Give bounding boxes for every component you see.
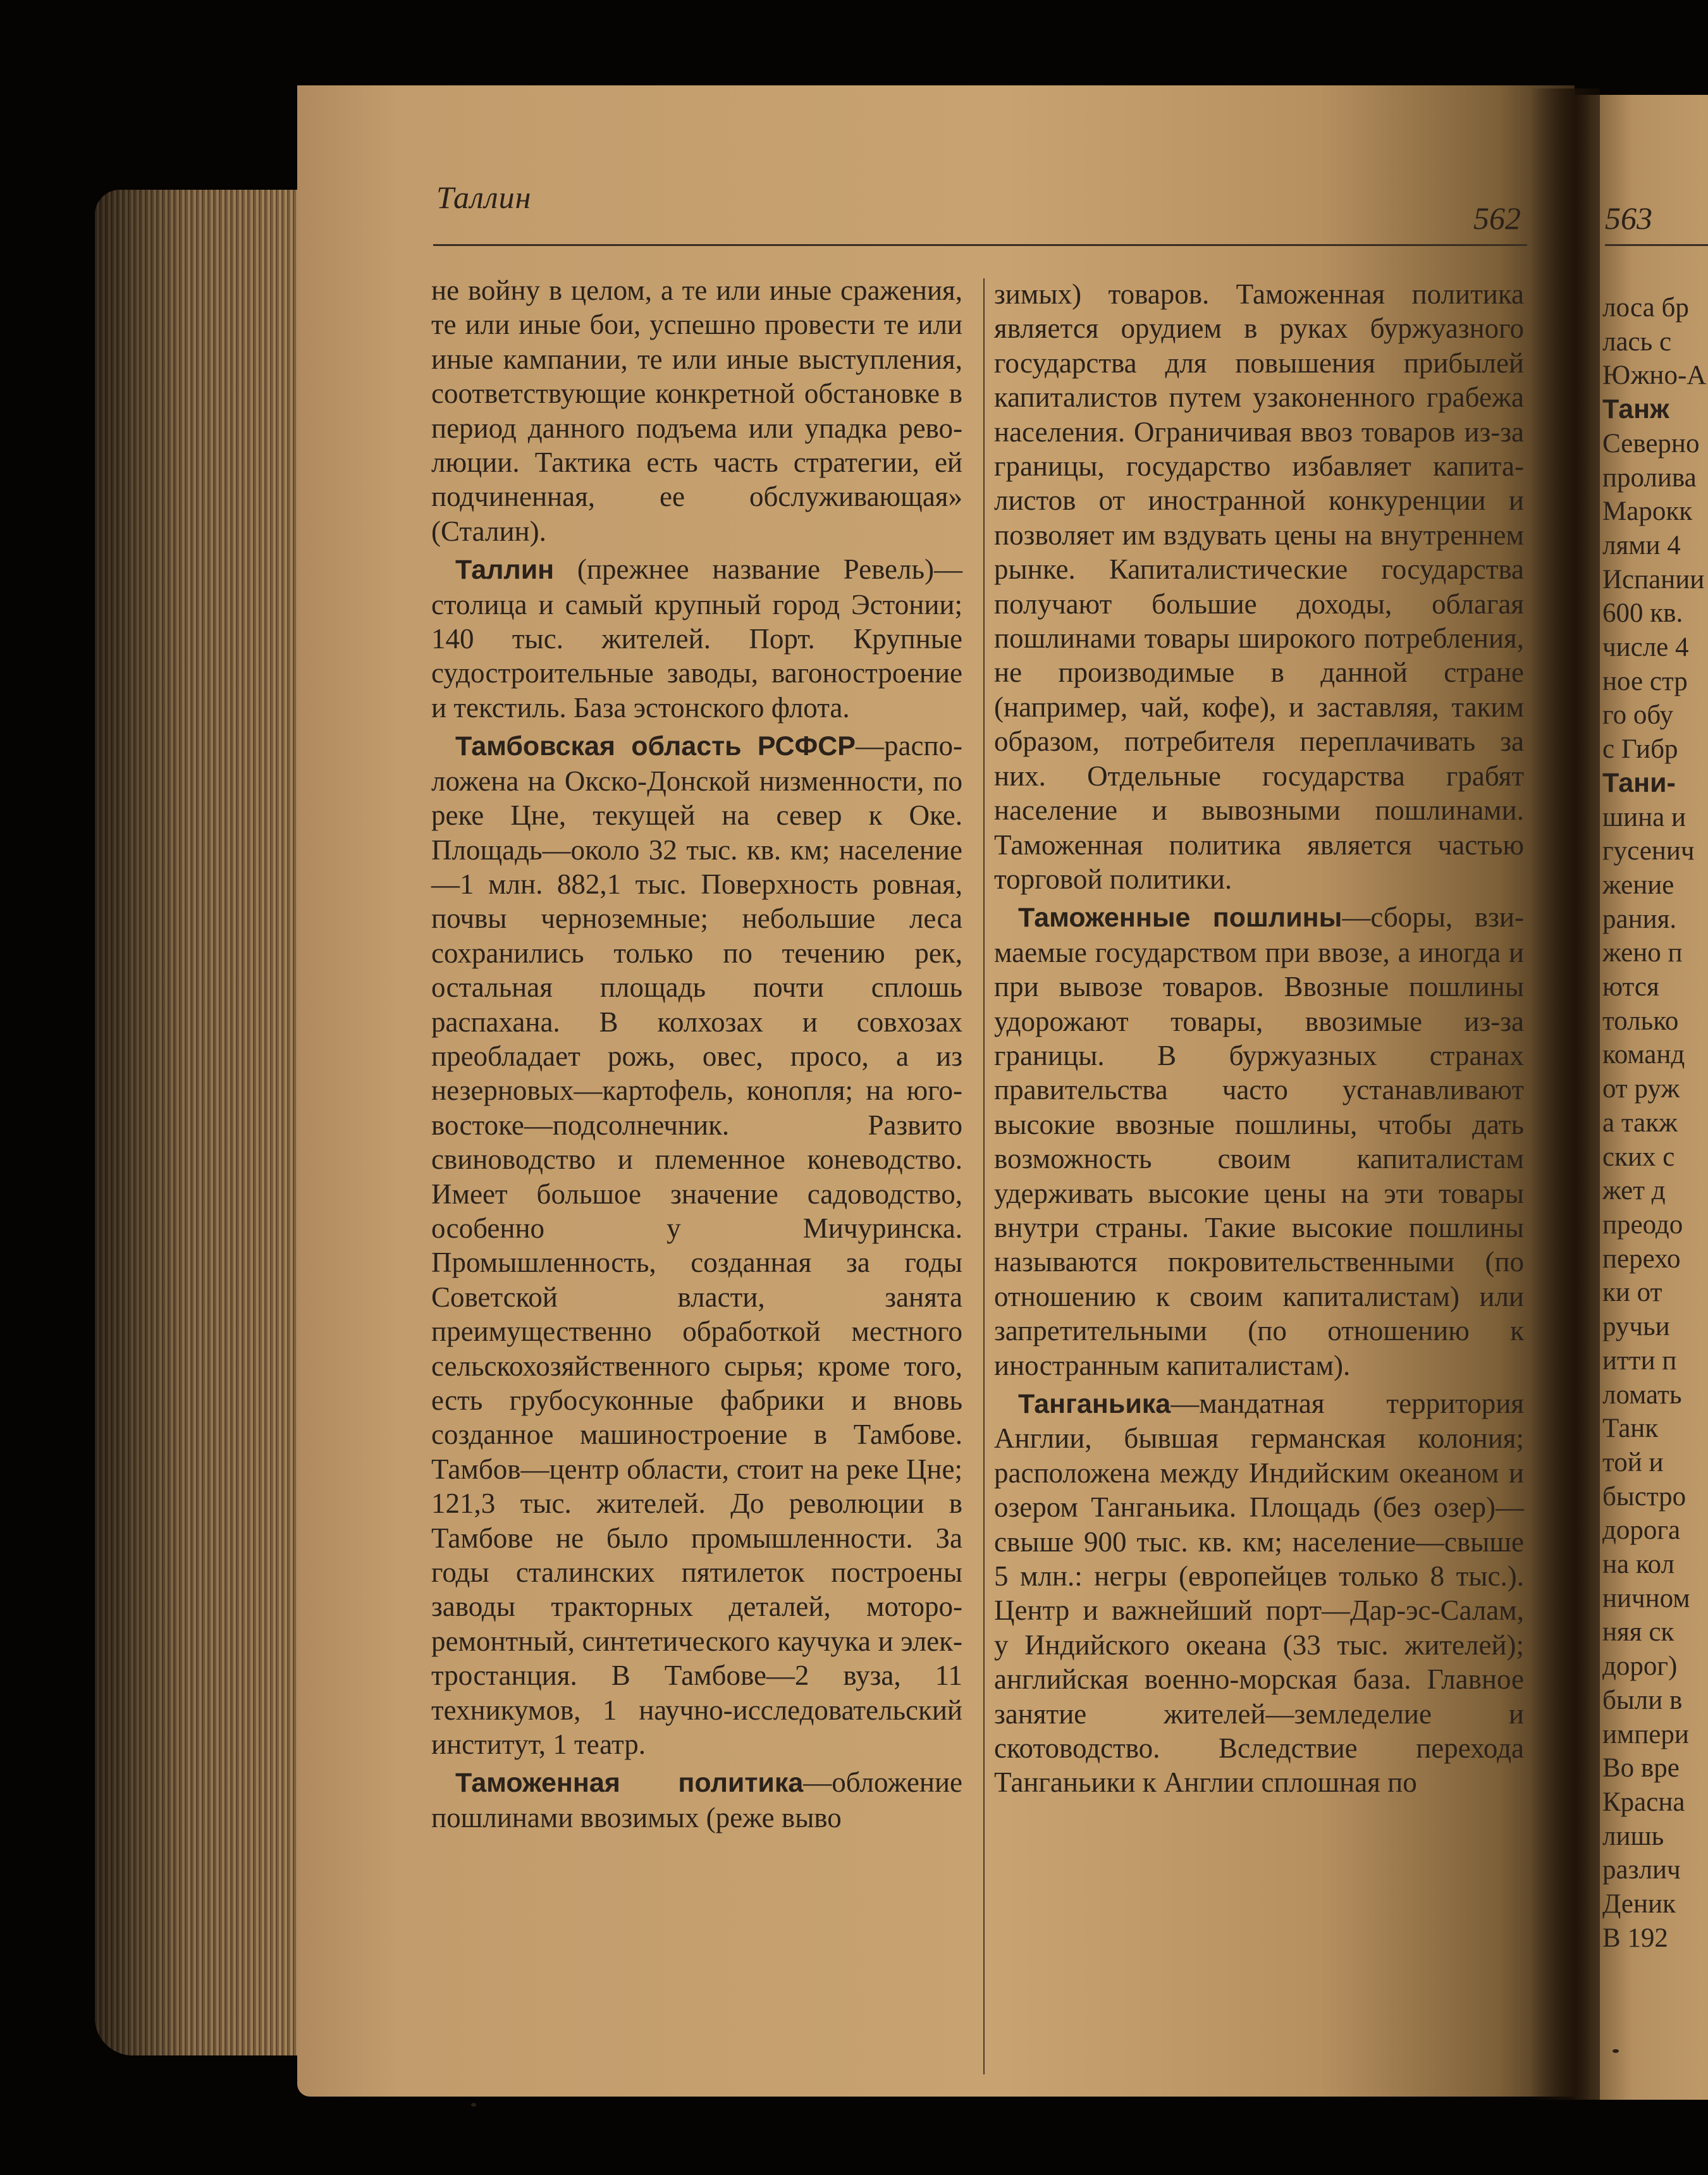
column-3-line: ских с — [1602, 1142, 1675, 1172]
column-3-line: жено п — [1602, 938, 1683, 968]
entry-text: —мандатная территория Англии, бывшая германская колония; расположена между Индийским океаном и озером Танганьика. Площадь (без озер)—свыше 900 тыс. кв. км; население—свыше 5 млн.: негры (европейцев только 8 тыс.). Центр и важнейший порт—Дар-эс-Салам, у Индийского океана (33 тыс. жителей); английская военно-морская база. Главное занятие жителей—земледелие и скотоводство. Вследствие перехода Танганьики к Англии сплошная по — [994, 1388, 1524, 1799]
column-3-line: преодо — [1602, 1209, 1683, 1240]
text-column-3-partial — [1602, 291, 1708, 2049]
column-3-line: ничном — [1602, 1583, 1690, 1613]
column-3-line: от руж — [1602, 1074, 1680, 1104]
column-3-line: лась с — [1602, 326, 1672, 357]
entry-tanganyika — [994, 1386, 1524, 1800]
column-3-line: той и — [1602, 1447, 1664, 1477]
column-3-line: ются — [1602, 972, 1659, 1002]
column-3-line: ное стр — [1602, 666, 1688, 696]
header-rule-right — [1605, 244, 1708, 246]
column-3-line: ручьи — [1602, 1312, 1670, 1342]
column-3-line: ки от — [1602, 1278, 1662, 1308]
entry-heading: Таллин — [455, 555, 555, 586]
column-3-line: различ — [1602, 1855, 1681, 1885]
column-3-line: Танж — [1602, 394, 1669, 425]
text-column-1 — [431, 273, 962, 1835]
entry-tallin — [431, 552, 962, 725]
column-3-line: дорог) — [1602, 1651, 1678, 1682]
column-3-line: Южно-А — [1602, 360, 1707, 391]
entry-heading: Таможенные пошлины — [1018, 903, 1342, 933]
column-3-line: быстро — [1602, 1481, 1686, 1512]
column-3-line: Деник — [1602, 1889, 1676, 1919]
column-3-line: лишь — [1602, 1821, 1664, 1851]
column-3-line: пролива — [1602, 462, 1697, 493]
column-3-line: лоса бр — [1602, 293, 1689, 323]
header-rule — [433, 244, 1527, 246]
page-number-right: 563 — [1605, 200, 1652, 236]
column-3-line: Марокк — [1602, 496, 1693, 527]
column-3-line: Во вре — [1602, 1753, 1680, 1784]
column-3-line: шина и — [1602, 802, 1686, 832]
column-3-line: Красна — [1602, 1787, 1685, 1817]
page-edges-shadow — [95, 190, 304, 2055]
column-3-line: рания. — [1602, 904, 1677, 934]
column-divider — [983, 278, 985, 2074]
paragraph-continued: зимых) товаров. Таможенная политика является орудием в руках буржуазного государства для повышения прибылей капиталистов путем узаконенного грабежа населения. Ограничивая ввоз товаров из-за границы, государство избавляет капиталистов от иностранной конкуренции и позволяет им вздувать цены на внутреннем рынке. Капиталистические государства получают большие доходы, облагая пошлинами товары широкого потребления, не производимые в данной стране (например, чай, кофе), и заставляя, таким образом, потребителя переплачивать за них. Отдельные государства грабят население и вывозными пошлинами. Таможенная политика является частью торговой политики. — [994, 278, 1524, 895]
column-3-line: перехо — [1602, 1243, 1681, 1274]
column-3-line: Северно — [1602, 428, 1700, 459]
column-3-line: лями 4 — [1602, 530, 1681, 560]
entry-heading: Тамбовская область РСФСР — [455, 731, 856, 762]
paragraph-continued: не войну в целом, а те или иные сражения, те или иные бои, успешно провести те или иные кампании, те или иные выступления, соответствующие конкретной обстановке в период данного подъема или упадка революции. Тактика есть часть стратегии, ей подчиненная, ее обслуживающая» (Сталин). — [431, 274, 962, 547]
entry-customs-policy — [431, 1765, 962, 1835]
paper-speck — [1613, 2049, 1619, 2053]
entry-heading: Танганьика — [1018, 1389, 1171, 1419]
column-3-line: а такж — [1602, 1107, 1678, 1138]
entry-text: —обложение пошлинами ввозимых (реже выво — [431, 1766, 962, 1833]
column-3-line: итти п — [1602, 1345, 1677, 1376]
entry-customs-duties — [994, 900, 1524, 1383]
column-3-line: гусенич — [1602, 836, 1695, 866]
column-3-line: только — [1602, 1006, 1679, 1036]
column-3-line: на кол — [1602, 1550, 1674, 1580]
column-3-line: с Гибр — [1602, 734, 1678, 765]
text-column-2 — [994, 277, 1524, 1800]
entry-tambov-oblast — [431, 729, 962, 1761]
column-3-line: В 192 — [1602, 1923, 1668, 1953]
entry-text: (прежнее название Ревель)—столица и самый крупный город Эстонии; 140 тыс. жителей. Порт. Крупные судостроительные заводы, вагоностроение и текстиль. База эстонского флота. — [431, 553, 962, 724]
column-3-line: го обу — [1602, 700, 1674, 730]
page-number-left: 562 — [1473, 200, 1521, 236]
paper-speck — [471, 2103, 476, 2107]
column-3-line: Танк — [1602, 1414, 1659, 1444]
column-3-line: команд — [1602, 1040, 1685, 1070]
column-3-line: няя ск — [1602, 1617, 1674, 1648]
book-gutter — [1530, 89, 1600, 2100]
entry-heading: Таможенная политика — [455, 1768, 804, 1799]
running-head-title: Таллин — [436, 180, 532, 215]
entry-text: —сборы, взимаемые государством при ввозе, а иногда и при вывозе товаров. Ввозные пошлины удорожают товары, ввозимые из-за границы. В буржуазных странах правительства часто устанавливают высокие ввозные пошлины, чтобы дать возможность своим капиталистам удерживать высокие цены на эти товары внутри страны. Такие высокие пошлины называются покровительственными (по отношению к своим капиталистам) или запретительными (по отношению к иностранным капиталистам). — [994, 901, 1524, 1381]
column-3-line: Испании — [1602, 564, 1705, 595]
column-3-line: 600 кв. — [1602, 598, 1683, 629]
column-3-line: были в — [1602, 1685, 1683, 1715]
column-3-line: жение — [1602, 870, 1674, 900]
column-3-line: импери — [1602, 1719, 1689, 1749]
column-3-line: числе 4 — [1602, 632, 1689, 663]
entry-text: —расположена на Окско-Донской низменности, по реке Цне, текущей на север к Оке. Площадь—около 32 тыс. кв. км; население—1 млн. 882,1 тыс. Поверхность ровная, почвы черноземные; небольшие леса сохранились только по течению рек, остальная площадь почти сплошь распахана. В колхозах и совхозах преобладает рожь, овес, просо, а из незерновых—картофель, конопля; на юго-востоке—подсолнечник. Развито свиноводство и племенное коневодство. Имеет большое значение садоводство, особенно у Мичуринска. Промышленность, созданная за годы Советской власти, занята преимущественно обработкой местного сельскохозяйственного сырья; кроме того, есть грубосуконные фабрики и вновь созданное машиностроение в Тамбове. Тамбов—центр области, стоит на реке Цне; 121,3 тыс. жителей. До революции в Тамбове не было промышленности. За годы сталинских пятилеток построены заводы тракторных деталей, мотороремонтный, синтетического каучука и электростанция. В Тамбове—2 вуза, 11 техникумов, 1 научно-исследовательский институт, 1 театр. — [431, 730, 962, 1761]
column-3-line: дорога — [1602, 1515, 1681, 1546]
column-3-line: жет д — [1602, 1176, 1666, 1206]
column-3-line: ломать — [1602, 1379, 1682, 1410]
column-3-line: Тани- — [1602, 767, 1676, 798]
